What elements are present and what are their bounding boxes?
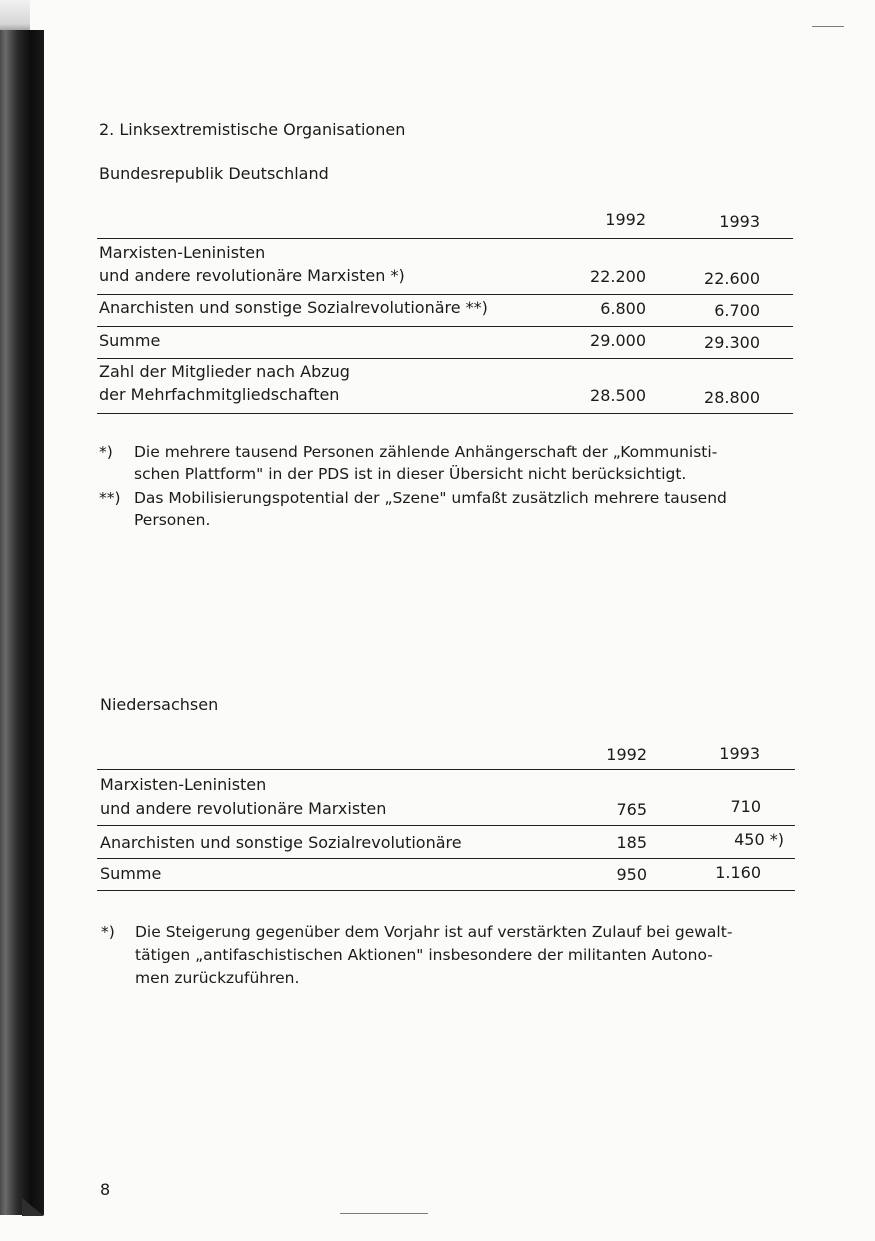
value-1993: 29.300 <box>704 333 760 352</box>
table2-col-1993: 1993 <box>719 744 760 763</box>
table1-row-rule <box>97 326 793 327</box>
footnote-line: Die mehrere tausend Personen zählende Anhängerschaft der „Kommunisti- <box>134 443 718 461</box>
table2-header-rule <box>97 769 795 770</box>
row-label-line: und andere revolutionäre Marxisten <box>100 799 387 818</box>
value-1992: 6.800 <box>600 299 646 318</box>
value-1992: 28.500 <box>590 386 646 405</box>
footnote-line: schen Plattform" in der PDS ist in dieser Übersicht nicht berücksichtigt. <box>134 465 687 483</box>
row-label-line: Zahl der Mitglieder nach Abzug <box>99 362 350 381</box>
value-1992: 950 <box>616 865 647 884</box>
table2-region-heading: Niedersachsen <box>100 695 219 714</box>
table1-col-1993: 1993 <box>719 212 760 231</box>
table2-col-1992: 1992 <box>606 745 647 764</box>
value-1992: 765 <box>616 800 647 819</box>
row-label-line: der Mehrfachmitgliedschaften <box>99 385 340 404</box>
value-1992: 22.200 <box>590 267 646 286</box>
table1-col-1992: 1992 <box>605 210 646 229</box>
footnote-line: tätigen „antifaschistischen Aktionen" insbesondere der militanten Autono- <box>135 946 713 964</box>
table1-bottom-rule <box>97 413 793 414</box>
footnote-line: Die Steigerung gegenüber dem Vorjahr ist auf verstärkten Zulauf bei gewalt- <box>135 923 733 941</box>
table1-row-rule <box>97 294 793 295</box>
scan-mark-bottom <box>340 1213 428 1214</box>
value-1993: 22.600 <box>704 269 760 288</box>
section-title: 2. Linksextremistische Organisationen <box>99 120 406 139</box>
row-label-line: Anarchisten und sonstige Sozialrevolutionäre <box>100 833 462 852</box>
value-1993: 6.700 <box>714 301 760 320</box>
footnote-line: Das Mobilisierungspotential der „Szene" umfaßt zusätzlich mehrere tausend <box>134 489 727 507</box>
table1-region-heading: Bundesrepublik Deutschland <box>99 164 329 183</box>
page-number: 8 <box>100 1180 111 1199</box>
value-1992: 29.000 <box>590 331 646 350</box>
value-1993: 450 *) <box>734 830 784 849</box>
table2-row-rule <box>97 825 795 826</box>
table1-row-rule <box>97 358 793 359</box>
scan-corner-mark <box>22 1198 44 1216</box>
footnote-marker: *) <box>101 923 115 941</box>
row-label-line: Summe <box>99 331 161 350</box>
scan-edge-top <box>0 0 30 34</box>
value-1993: 1.160 <box>715 863 761 882</box>
footnote-marker: **) <box>99 489 121 507</box>
row-label-line: Summe <box>100 864 162 883</box>
row-label-line: Marxisten-Leninisten <box>100 775 267 794</box>
row-label-line: Marxisten-Leninisten <box>99 243 266 262</box>
row-label-line: und andere revolutionäre Marxisten *) <box>99 266 405 285</box>
value-1993: 28.800 <box>704 388 760 407</box>
value-1993: 710 <box>730 797 761 816</box>
table1-header-rule <box>97 238 793 239</box>
row-label-line: Anarchisten und sonstige Sozialrevolutionäre **) <box>99 298 488 317</box>
table2-row-rule <box>97 858 795 859</box>
footnote-marker: *) <box>99 443 113 461</box>
scan-mark-top-right <box>812 26 844 27</box>
table2-bottom-rule <box>97 890 795 891</box>
footnote-line: men zurückzuführen. <box>135 969 300 987</box>
binding-shadow <box>0 30 44 1215</box>
footnote-line: Personen. <box>134 511 211 529</box>
value-1992: 185 <box>616 833 647 852</box>
